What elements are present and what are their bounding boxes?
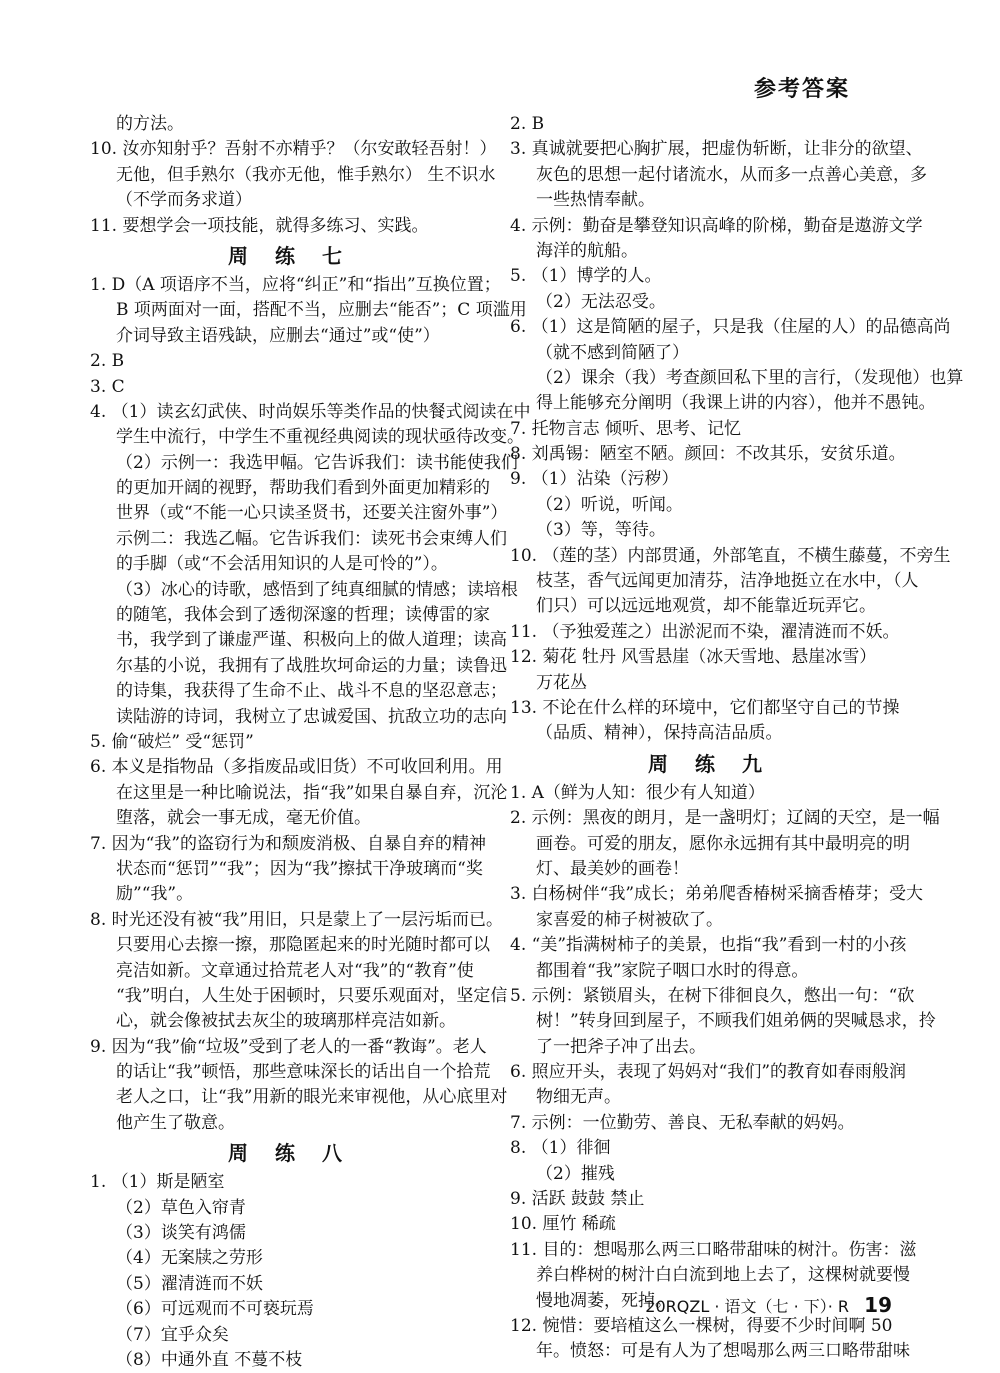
answer-line: 灰色的思想一起付诸流水，从而多一点善心美意，多 [536,164,927,185]
answer-line: 堕落，就会一事无成，毫无价值。 [116,808,371,829]
page-footer [645,1293,892,1317]
answer-line: 一些热情奉献。 [536,190,655,211]
answer-line: 的话让“我”顿悟，那些意味深长的话出自一个拾荒 [116,1062,491,1083]
section-title: 周 练 九 [648,751,772,776]
answer-line: 2. B [90,351,125,372]
answer-line: 树！”转身回到屋子，不顾我们姐弟俩的哭喊恳求，拎 [536,1011,936,1032]
answer-line: 11. （予独爱莲之）出淤泥而不染，濯清涟而不妖。 [510,621,900,642]
answer-line: 枝茎，香气远闻更加清芬，洁净地挺立在水中，（人 [536,571,919,592]
answer-line: 12. 菊花 牡丹 风雪悬崖（冰天雪地、悬崖冰雪） [510,647,877,668]
answer-line: 3. 真诚就要把心胸扩展，把虚伪斩断，让非分的欲望、 [510,139,923,160]
answer-line: 10. 汝亦知射乎？吾射不亦精乎？（尔安敢轻吾射！） [90,139,497,160]
answer-line: 了一把斧子冲了出去。 [536,1036,706,1057]
answer-line: 在这里是一种比喻说法，指“我”如果自暴自弃，沉沦 [116,782,508,803]
answer-line: 5. 示例：紧锁眉头，在树下徘徊良久，憋出一句：“砍 [510,985,915,1006]
page-number: 19 [864,1293,892,1317]
answer-line: 他产生了敬意。 [116,1112,235,1133]
answer-line: 物细无声。 [536,1087,621,1108]
answer-line: 7. 示例：一位勤劳、善良、无私奉献的妈妈。 [510,1112,855,1133]
answer-line: 都围着“我”家院子咽口水时的得意。 [536,960,809,981]
answer-line: 3. C [90,376,125,397]
answer-line: 养白桦树的树汁白白流到地上去了，这棵树就要慢 [536,1265,910,1286]
answer-line: 6. 本义是指物品（多指废品或旧货）不可收回利用。用 [90,757,503,778]
answer-line: 8. 时光还没有被“我”用旧，只是蒙上了一层污垢而已。 [90,909,504,930]
answer-line: 7. 因为“我”的盗窃行为和颓废消极、自暴自弃的精神 [90,833,487,854]
answer-line: （2）无法忍受。 [536,291,666,312]
answer-line: （2）摧残 [536,1163,615,1184]
answer-line: 2. 示例：黑夜的朗月，是一盏明灯；辽阔的天空，是一幅 [510,808,940,829]
section-title: 周 练 八 [228,1141,352,1166]
answer-line: （4）无案牍之劳形 [116,1248,263,1269]
answer-line: 4. 示例：勤奋是攀登知识高峰的阶梯，勤奋是遨游文学 [510,215,923,236]
answer-line: “我”明白，人生处于困顿时，只要乐观面对，坚定信 [116,985,508,1006]
section-title: 周 练 七 [228,243,352,268]
answer-line: （2）示例一：我选甲幅。它告诉我们：读书能使我们 [116,452,518,473]
answer-line: 励”“我”。 [116,884,194,905]
answer-line: 海洋的航船。 [536,240,638,261]
page-header-title: 参考答案 [753,77,850,102]
answer-line: （2）草色入帘青 [116,1197,246,1218]
answer-line: 的方法。 [116,114,184,134]
answer-line: 9. 因为“我”偷“垃圾”受到了老人的一番“教诲”。老人 [90,1036,487,1057]
answer-line: 6. 照应开头，表现了妈妈对“我们”的教育如春雨般润 [510,1062,907,1083]
book-code: 20RQZL · 语文（七 · 下）· R [645,1297,850,1316]
answer-line: 书，我学到了谦虚严谨、积极向上的做人道理；读高 [116,630,507,651]
answer-line: 画卷。可爱的朋友，愿你永远拥有其中最明亮的明 [536,833,910,854]
answer-line: 的更加开阔的视野，帮助我们看到外面更加精彩的 [116,478,490,499]
answer-line: （5）濯清涟而不妖 [116,1273,263,1294]
answer-line: 1. D（A 项语序不当，应将“纠正”和“指出”互换位置； [90,274,501,295]
answer-line: （3）谈笑有鸿儒 [116,1223,246,1244]
answer-line: （3）冰心的诗歌，感悟到了纯真细腻的情感；读培根 [116,579,518,600]
answer-line: 灯、最美妙的画卷！ [536,858,689,879]
answer-line: 学生中流行，中学生不重视经典阅读的现状亟待改变。 [116,427,524,448]
answer-line: 们只）可以远远地观赏，却不能靠近玩弄它。 [536,596,876,617]
answer-line: 得上能够充分阐明（我课上讲的内容），他并不愚钝。 [536,393,936,414]
answer-line: 7. 托物言志 倾听、思考、记忆 [510,418,742,439]
answer-line: 家喜爱的柿子树被砍了。 [536,909,723,930]
answer-line: （6）可远观而不可亵玩焉 [116,1299,314,1320]
answer-line: 11. 要想学会一项技能，就得多练习、实践。 [90,215,429,236]
answer-line: （2）课余（我）考查颜回私下里的言行，（发现他）也算 [536,367,964,388]
answer-line: （8）中通外直 不蔓不枝 [116,1349,303,1370]
answer-line: 12. 惋惜：要培植这么一棵树，得要不少时间啊 50 [510,1315,893,1336]
answer-line: 读陆游的诗词，我树立了忠诚爱国、抗敌立功的志向 [116,706,507,727]
answer-line: 的手脚（或“不会活用知识的人是可怜的”）。 [116,554,448,575]
answer-line: 11. 目的：想喝那么两三口略带甜味的树汁。伤害：滋 [510,1239,917,1260]
answer-line: 8. 刘禹锡：陋室不陋。颜回：不改其乐，安贫乐道。 [510,444,906,465]
answer-line: 6. （1）这是简陋的屋子，只是我（住屋的人）的品德高尚 [510,317,951,338]
answer-line: 10. 厘竹 稀疏 [510,1214,616,1235]
answer-line: （7）宜乎众矣 [116,1324,229,1345]
answer-line: 示例二：我选乙幅。它告诉我们：读死书会束缚人们 [116,528,507,549]
answer-line: 的诗集，我获得了生命不止、战斗不息的坚忍意志； [116,681,507,702]
answer-line: （2）听说，听闻。 [536,494,683,515]
answer-line: 介词导致主语残缺，应删去“通过”或“使”） [116,325,440,346]
answer-line: B 项两面对一面，搭配不当，应删去“能否”；C 项滥用 [116,300,527,321]
answer-line: （就不感到简陋了） [536,342,689,363]
answer-line: 慢地凋萎，死掉。 [536,1290,672,1311]
answer-line: 13. 不论在什么样的环境中，它们都坚守自己的节操 [510,697,900,718]
answer-line: 4. “美”指满树柿子的美景，也指“我”看到一村的小孩 [510,935,907,956]
answer-line: （不学而务求道） [116,190,252,211]
answer-line: 10. （莲的茎）内部贯通，外部笔直，不横生藤蔓，不旁生 [510,545,951,566]
answer-line: （3）等，等待。 [536,520,666,541]
answer-line: 9. 活跃 鼓鼓 禁止 [510,1189,645,1210]
left-answer-column [90,112,531,1373]
answer-line: 3. 白杨树伴“我”成长；弟弟爬香椿树采摘香椿芽；受大 [510,884,924,905]
right-answer-column [510,112,964,1365]
answer-line: 无他，但手熟尔（我亦无他，惟手熟尔） 生不识水 [116,164,496,185]
answer-line: 年。愤怒：可是有人为了想喝那么两三口略带甜味 [536,1341,910,1362]
answer-line: 尔基的小说，我拥有了战胜坎坷命运的力量；读鲁迅 [116,655,507,676]
answer-line: 的随笔，我体会到了透彻深邃的哲理；读傅雷的家 [116,605,490,626]
answer-line: 1. （1）斯是陋室 [90,1172,225,1193]
answer-line: 4. （1）读玄幻武侠、时尚娱乐等类作品的快餐式阅读在中 [90,401,531,422]
answer-line: 1. A（鲜为人知：很少有人知道） [510,782,765,803]
answer-line: 万花丛 [536,672,587,693]
answer-line: 亮洁如新。文章通过拾荒老人对“我”的“教育”使 [116,960,474,981]
answer-line: 心，就会像被拭去灰尘的玻璃那样亮洁如新。 [116,1011,456,1032]
answer-line: 世界（或“不能一心只读圣贤书，还要关注窗外事”） [116,503,508,524]
answer-line: 状态而“惩罚”“我”；因为“我”擦拭干净玻璃而“奖 [116,858,483,879]
answer-line: 老人之口，让“我”用新的眼光来审视他，从心底里对 [116,1087,508,1108]
answer-line: 8. （1）徘徊 [510,1138,611,1159]
answer-line: 2. B [510,114,545,134]
answer-line: 5. （1）博学的人。 [510,266,662,287]
answer-line: 9. （1）沾染（污秽） [510,469,679,490]
answer-line: （品质、精神），保持高洁品质。 [536,723,783,744]
answer-line: 5. 偷“破烂” 受“惩罚” [90,731,254,752]
answer-line: 只要用心去擦一擦，那隐匿起来的时光随时都可以 [116,935,490,956]
